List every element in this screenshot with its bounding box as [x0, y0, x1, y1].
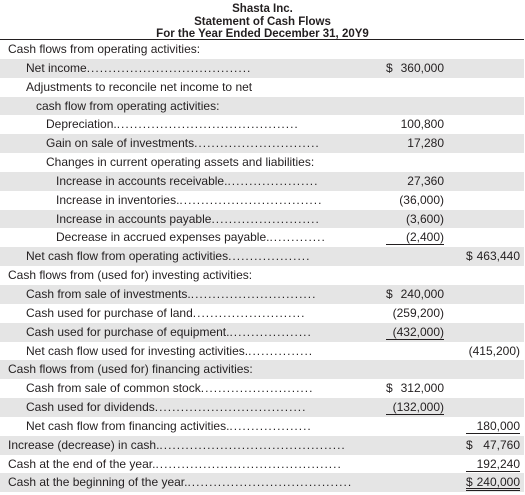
statement-period: For the Year Ended December 31, 20Y9 [156, 28, 369, 40]
statement-row: Increase in inventories.................................. (36,000) [0, 191, 524, 210]
statement-row [0, 455, 524, 474]
statement-row: Cash from sale of common stock.......................... $ 312,000 [0, 379, 524, 398]
statement-row: Increase in accounts payable......................... (3,600) [0, 210, 524, 229]
row-label: Cash from sale of investments.............................. [26, 286, 317, 301]
cash-flow-statement [0, 39, 524, 492]
statement-row [0, 417, 524, 436]
statement-row [0, 398, 524, 417]
amount-col1: (432,000) [386, 323, 444, 340]
row-label: Cash flows from (used for) investing activities: [8, 268, 253, 283]
company-name: Shasta Inc. [232, 3, 293, 15]
row-label: Adjustments to reconcile net income to net [26, 79, 253, 94]
statement-row: Depreciation........................................... 100,800 [0, 115, 524, 134]
row-label: Cash flows from operating activities: [8, 42, 201, 56]
amount-col2: $ 240,000 [466, 475, 520, 490]
row-label: Net cash flow from operating activities................... [26, 249, 311, 264]
statement-row: Gain on sale of investments............................. 17,280 [0, 134, 524, 153]
row-label: Changes in current operating assets and liabilities: [46, 155, 315, 170]
statement-row [0, 153, 524, 172]
amount-col2: 180,000 [466, 417, 520, 434]
row-label: Increase in inventories.................................. [56, 192, 323, 207]
row-label: Cash used for dividends................................... [26, 400, 307, 415]
amount-col2: 192,240 [466, 455, 520, 472]
statement-row [0, 323, 524, 342]
statement-row: Increase in accounts receivable...................... 27,360 [0, 172, 524, 191]
row-label: Net income...................................... [26, 60, 252, 75]
row-label: Cash used for purchase of equipment.................... [26, 324, 312, 339]
statement-row [0, 40, 524, 59]
amount-col1: (2,400) [386, 228, 444, 245]
row-label: Cash used for purchase of land.......................... [26, 305, 306, 320]
statement-row: Net cash flow from operating activities................... $ 463,440 [0, 247, 524, 266]
statement-row [0, 473, 524, 492]
row-label: Increase in accounts payable......................... [56, 211, 320, 226]
statement-row [0, 228, 524, 247]
row-label: Increase (decrease) in cash............................................ [8, 437, 346, 452]
row-label: Gain on sale of investments............................. [46, 136, 320, 151]
row-label: Depreciation........................................... [46, 117, 299, 132]
statement-row [0, 360, 524, 379]
row-label: Decrease in accrued expenses payable.............. [56, 230, 326, 245]
statement-row: Cash from sale of investments.............................. $ 240,000 [0, 285, 524, 304]
row-label: Increase in accounts receivable...................... [56, 173, 319, 188]
row-label: Cash at the beginning of the year....................................... [8, 475, 353, 490]
statement-row: Net cash flow used for investing activities................ (415,200) [0, 342, 524, 361]
statement-row [0, 78, 524, 97]
statement-row [0, 266, 524, 285]
row-label: cash flow from operating activities: [36, 98, 220, 113]
amount-col1: (132,000) [386, 398, 444, 415]
statement-title: Statement of Cash Flows [194, 15, 331, 28]
statement-row: Increase (decrease) in cash............................................ $ 47,760 [0, 436, 524, 455]
statement-row: Cash used for purchase of land.......................... (259,200) [0, 304, 524, 323]
row-label: Net cash flow used for investing activities................ [26, 343, 314, 358]
row-label: Cash flows from (used for) financing activities: [8, 362, 253, 377]
statement-row [0, 97, 524, 116]
statement-row: Net income...................................... $ 360,000 [0, 59, 524, 78]
row-label: Cash at the end of the year............................................ [8, 456, 342, 471]
row-label: Net cash flow from financing activities.................... [26, 418, 312, 433]
statement-header [0, 0, 525, 39]
row-label: Cash from sale of common stock.......................... [26, 381, 314, 396]
